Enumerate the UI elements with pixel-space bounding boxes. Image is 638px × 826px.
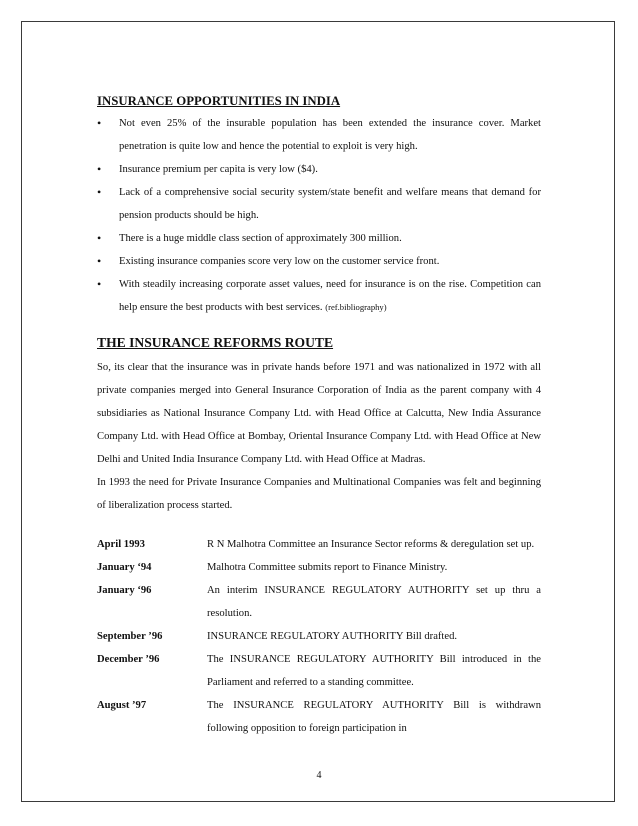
list-item: • There is a huge middle class section of approximately 300 million. [97,227,541,250]
page-number: 4 [316,770,322,781]
timeline-date: January ‘94 [97,562,152,573]
timeline-date: September ’96 [97,631,163,642]
timeline-row [97,648,541,694]
timeline-description: An interim INSURANCE REGULATORY AUTHORITY set up thru a resolution. [207,585,541,619]
timeline-row [97,579,541,625]
page-content [97,92,541,740]
timeline-description: R N Malhotra Committee an Insurance Sector reforms & deregulation set up. [207,539,535,550]
timeline-date: January ‘96 [97,585,152,596]
list-item: • Insurance premium per capita is very low ($4). [97,158,541,181]
list-item: • Lack of a comprehensive social security system/state benefit and welfare means that demand for pension products should be high. [97,181,541,227]
bullet-icon: • [97,277,102,291]
list-item: • With steadily increasing corporate asset values, need for insurance is on the rise. Competition can help ensure the best products with best services. (ref.bibliography) [97,273,541,319]
reforms-timeline [97,533,541,740]
timeline-description: Malhotra Committee submits report to Finance Ministry. [207,562,448,573]
section-heading-opportunities: INSURANCE OPPORTUNITIES IN INDIA [97,94,341,108]
timeline-date: April 1993 [97,539,145,550]
timeline-row [97,533,541,556]
list-item: • Not even 25% of the insurable population has been extended the insurance cover. Market penetration is quite low and hence the potential to exploit is very high. [97,112,541,158]
opportunities-list [97,112,541,319]
bullet-icon: • [97,231,102,245]
timeline-description: The INSURANCE REGULATORY AUTHORITY Bill introduced in the Parliament and referred to a standing committee. [207,654,541,688]
section-heading-reforms: THE INSURANCE REFORMS ROUTE [97,335,334,350]
list-item: • Existing insurance companies score very low on the customer service front. [97,250,541,273]
bibliography-ref: (ref.bibliography) [325,302,387,312]
liberalization-paragraph: In 1993 the need for Private Insurance Companies and Multinational Companies was felt and beginning of liberalization process started. [97,477,541,511]
timeline-row [97,625,541,648]
bullet-icon: • [97,162,102,176]
bullet-icon: • [97,185,102,199]
timeline-row [97,556,541,579]
timeline-date: August ’97 [97,700,147,711]
bullet-icon: • [97,116,102,130]
timeline-row [97,694,541,740]
reforms-paragraph: So, its clear that the insurance was in private hands before 1971 and was nationalized in 1972 with all private companies merged into General Insurance Corporation of India as the parent company with 4 subsidiaries as National Insurance Company Ltd. with Head Office at Calcutta, New India Assurance Company Ltd. with Head Office at Bombay, Oriental Insurance Company Ltd. with Head Office at New Delhi and United India Insurance Company Ltd. with Head Office at Madras. [97,362,541,465]
timeline-description: The INSURANCE REGULATORY AUTHORITY Bill is withdrawn following opposition to foreign participation in [207,700,541,734]
timeline-date: December ’96 [97,654,160,665]
bullet-icon: • [97,254,102,268]
timeline-description: INSURANCE REGULATORY AUTHORITY Bill drafted. [207,631,458,642]
